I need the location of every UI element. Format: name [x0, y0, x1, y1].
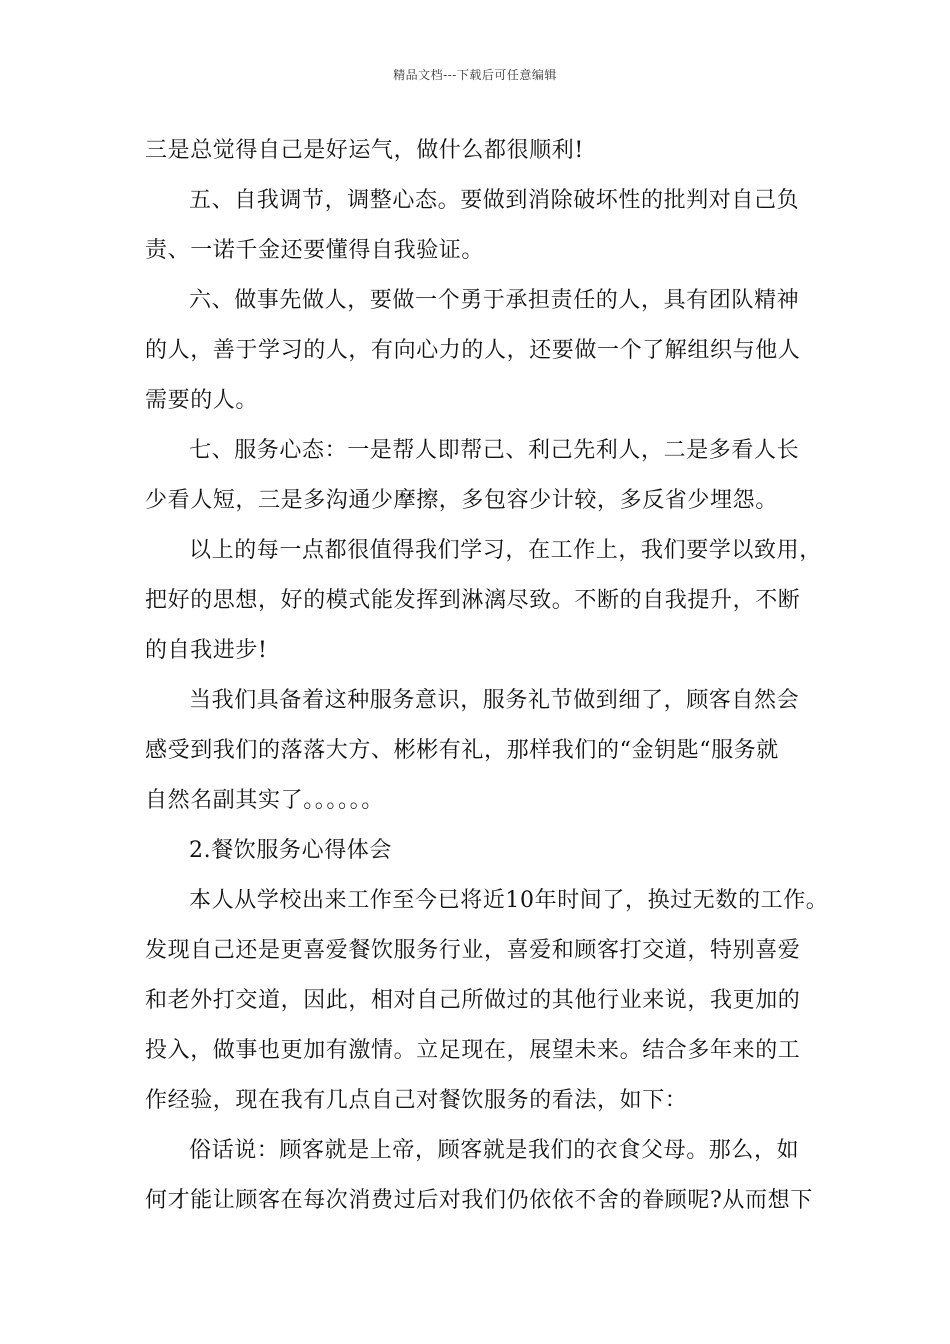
- text-line: 的自我进步!: [145, 638, 268, 663]
- text-line: 感受到我们的落落大方、彬彬有礼，那样我们的“金钥匙“服务就: [145, 738, 779, 763]
- text-line: 以上的每一点都很值得我们学习，在工作上，我们要学以致用，: [189, 538, 822, 563]
- text-line: 自然名副其实了。。。。。。: [145, 788, 384, 813]
- section-heading: 2.餐饮服务心得体会: [189, 838, 392, 863]
- text-line: 责、一诺千金还要懂得自我验证。: [145, 238, 485, 263]
- text-line: 少看人短，三是多沟通少摩擦，多包容少计较，多反省少埋怨。: [145, 488, 778, 513]
- text-line: 本人从学校出来工作至今已将近10年时间了，换过无数的工作。: [189, 888, 829, 913]
- text-line: 七、服务心态：一是帮人即帮己、利己先利人，二是多看人长: [189, 438, 800, 463]
- text-line: 俗话说：顾客就是上帝，顾客就是我们的衣食父母。那么，如: [189, 1138, 800, 1163]
- text-line: 当我们具备着这种服务意识，服务礼节做到细了，顾客自然会: [189, 688, 800, 713]
- text-line: 六、做事先做人，要做一个勇于承担责任的人，具有团队精神: [189, 288, 800, 313]
- text-line: 投入，做事也更加有激情。立足现在，展望未来。结合多年来的工: [145, 1038, 801, 1063]
- text-line: 需要的人。: [145, 388, 259, 413]
- text-line: 五、自我调节，调整心态。要做到消除破坏性的批判对自己负: [189, 188, 800, 213]
- page-header: 精品文档---下载后可任意编辑: [393, 68, 557, 82]
- text-line: 发现自己还是更喜爱餐饮服务行业，喜爱和顾客打交道，特别喜爱: [145, 938, 801, 963]
- text-line: 把好的思想，好的模式能发挥到淋漓尽致。不断的自我提升，不断: [145, 588, 801, 613]
- text-line: 的人，善于学习的人，有向心力的人，还要做一个了解组织与他人: [145, 338, 801, 363]
- text-line: 三是总觉得自己是好运气，做什么都很顺利!: [145, 138, 584, 163]
- text-line: 作经验，现在我有几点自己对餐饮服务的看法，如下：: [145, 1088, 688, 1113]
- text-line: 和老外打交道，因此，相对自己所做过的其他行业来说，我更加的: [145, 988, 801, 1013]
- text-line: 何才能让顾客在每次消费过后对我们仍依依不舍的眷顾呢?从而想下: [145, 1188, 813, 1213]
